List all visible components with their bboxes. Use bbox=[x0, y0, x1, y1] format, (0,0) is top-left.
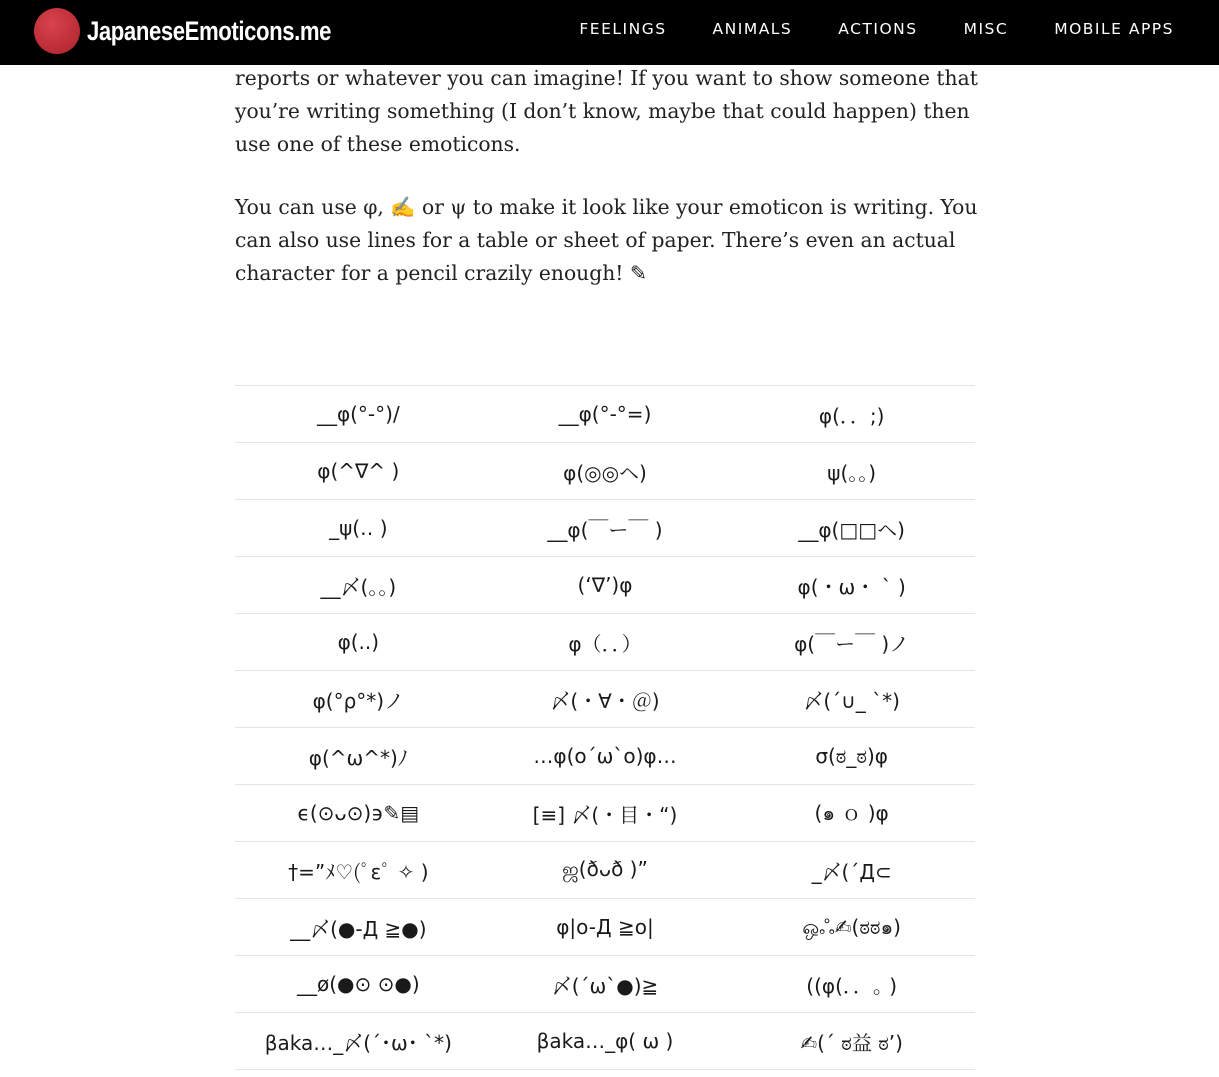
emoticon-cell[interactable]: __φ(￣ー￣ ) bbox=[482, 500, 729, 557]
emoticon-cell[interactable]: †=”ﾒ♡(ﾟεﾟ ✧ ) bbox=[235, 842, 482, 899]
emoticon-table bbox=[235, 385, 975, 1070]
table-row bbox=[235, 899, 975, 956]
emoticon-cell[interactable]: …φ(o´ω`o)φ… bbox=[482, 728, 729, 785]
table-row bbox=[235, 443, 975, 500]
table-row bbox=[235, 557, 975, 614]
emoticon-cell[interactable]: _〆(´Д⊂ bbox=[728, 842, 975, 899]
emoticon-cell[interactable]: φ(◎◎ヘ) bbox=[482, 443, 729, 500]
emoticon-cell[interactable]: ✍(´ ಠ益 ಠ’) bbox=[728, 1013, 975, 1070]
emoticon-cell[interactable]: φ(^ω^*)ﾉ bbox=[235, 728, 482, 785]
intro-paragraph-2: You can use φ, ✍ or ψ to make it look like your emoticon is writing. You can also use lines for a table or sheet of paper. There’s even an actual character for a pencil crazily enough! ✎ bbox=[235, 195, 978, 285]
site-name: JapaneseEmoticons.me bbox=[87, 15, 332, 46]
table-row bbox=[235, 956, 975, 1013]
emoticon-cell[interactable]: __φ(°-°)/ bbox=[235, 386, 482, 443]
emoticon-cell[interactable]: φ(￣ー￣ )ノ bbox=[728, 614, 975, 671]
emoticon-cell[interactable]: __ø(●⊙ ⊙●) bbox=[235, 956, 482, 1013]
table-row bbox=[235, 728, 975, 785]
table-row bbox=[235, 1013, 975, 1070]
emoticon-cell[interactable]: σ(ಠ_ಠ)φ bbox=[728, 728, 975, 785]
emoticon-cell[interactable]: φ(・ω・ ` ) bbox=[728, 557, 975, 614]
table-row bbox=[235, 842, 975, 899]
nav-animals[interactable]: ANIMALS bbox=[712, 20, 793, 38]
nav-misc[interactable]: MISC bbox=[963, 20, 1009, 38]
nav-mobile-apps[interactable]: MOBILE APPS bbox=[1054, 20, 1174, 38]
table-row bbox=[235, 386, 975, 443]
emoticon-cell[interactable]: __φ(□□ヘ) bbox=[728, 500, 975, 557]
table-row bbox=[235, 785, 975, 842]
emoticon-cell[interactable]: 〆(´ω`●)≧ bbox=[482, 956, 729, 1013]
site-logo[interactable] bbox=[34, 8, 385, 54]
emoticon-cell[interactable]: [≡] 〆(・目・“) bbox=[482, 785, 729, 842]
top-navbar bbox=[0, 0, 1219, 65]
emoticon-cell[interactable]: ((φ(．．｡ ) bbox=[728, 956, 975, 1013]
emoticon-cell[interactable]: φ(°ρ°*)ノ bbox=[235, 671, 482, 728]
emoticon-cell[interactable]: 〆(・∀・＠) bbox=[482, 671, 729, 728]
emoticon-cell[interactable]: βaka…_φ( ω ) bbox=[482, 1013, 729, 1070]
emoticon-cell[interactable]: __〆(｡｡) bbox=[235, 557, 482, 614]
emoticon-cell[interactable]: φ|o-Д ≧o| bbox=[482, 899, 729, 956]
emoticon-cell[interactable]: φ(..) bbox=[235, 614, 482, 671]
emoticon-cell[interactable]: ψ(｡｡) bbox=[728, 443, 975, 500]
nav-actions[interactable]: ACTIONS bbox=[838, 20, 918, 38]
table-row bbox=[235, 500, 975, 557]
emoticon-cell[interactable]: ஜ(ðᴗð )” bbox=[482, 842, 729, 899]
red-circle-logo-icon bbox=[34, 8, 80, 54]
emoticon-cell[interactable]: φ(．．;) bbox=[728, 386, 975, 443]
emoticon-cell[interactable]: φ（．．） bbox=[482, 614, 729, 671]
emoticon-cell[interactable]: ϵ(⊙ᴗ⊙)϶✎▤ bbox=[235, 785, 482, 842]
table-row bbox=[235, 671, 975, 728]
nav-feelings[interactable]: FEELINGS bbox=[579, 20, 667, 38]
emoticon-cell[interactable]: 〆(´∪_ `*) bbox=[728, 671, 975, 728]
emoticon-cell[interactable]: βaka…_〆(´･ω･ `*) bbox=[235, 1013, 482, 1070]
emoticon-cell[interactable]: __φ(°-°=) bbox=[482, 386, 729, 443]
intro-paragraph-1: reports or whatever you can imagine! If you want to show someone that you’re writing something (I don’t know, maybe that could happen) then use one of these emoticons. bbox=[235, 66, 978, 156]
emoticon-cell[interactable]: φ(^∇^ ) bbox=[235, 443, 482, 500]
main-nav bbox=[533, 0, 1174, 58]
emoticon-cell[interactable]: (๑ ｏ )φ bbox=[728, 785, 975, 842]
emoticon-cell[interactable]: ஒஃ✍(ಠಠ๑) bbox=[728, 899, 975, 956]
table-row bbox=[235, 614, 975, 671]
emoticon-cell[interactable]: _ψ(‥ ) bbox=[235, 500, 482, 557]
emoticon-cell[interactable]: (‘∇’)φ bbox=[482, 557, 729, 614]
emoticon-cell[interactable]: __〆(●-Д ≧●) bbox=[235, 899, 482, 956]
